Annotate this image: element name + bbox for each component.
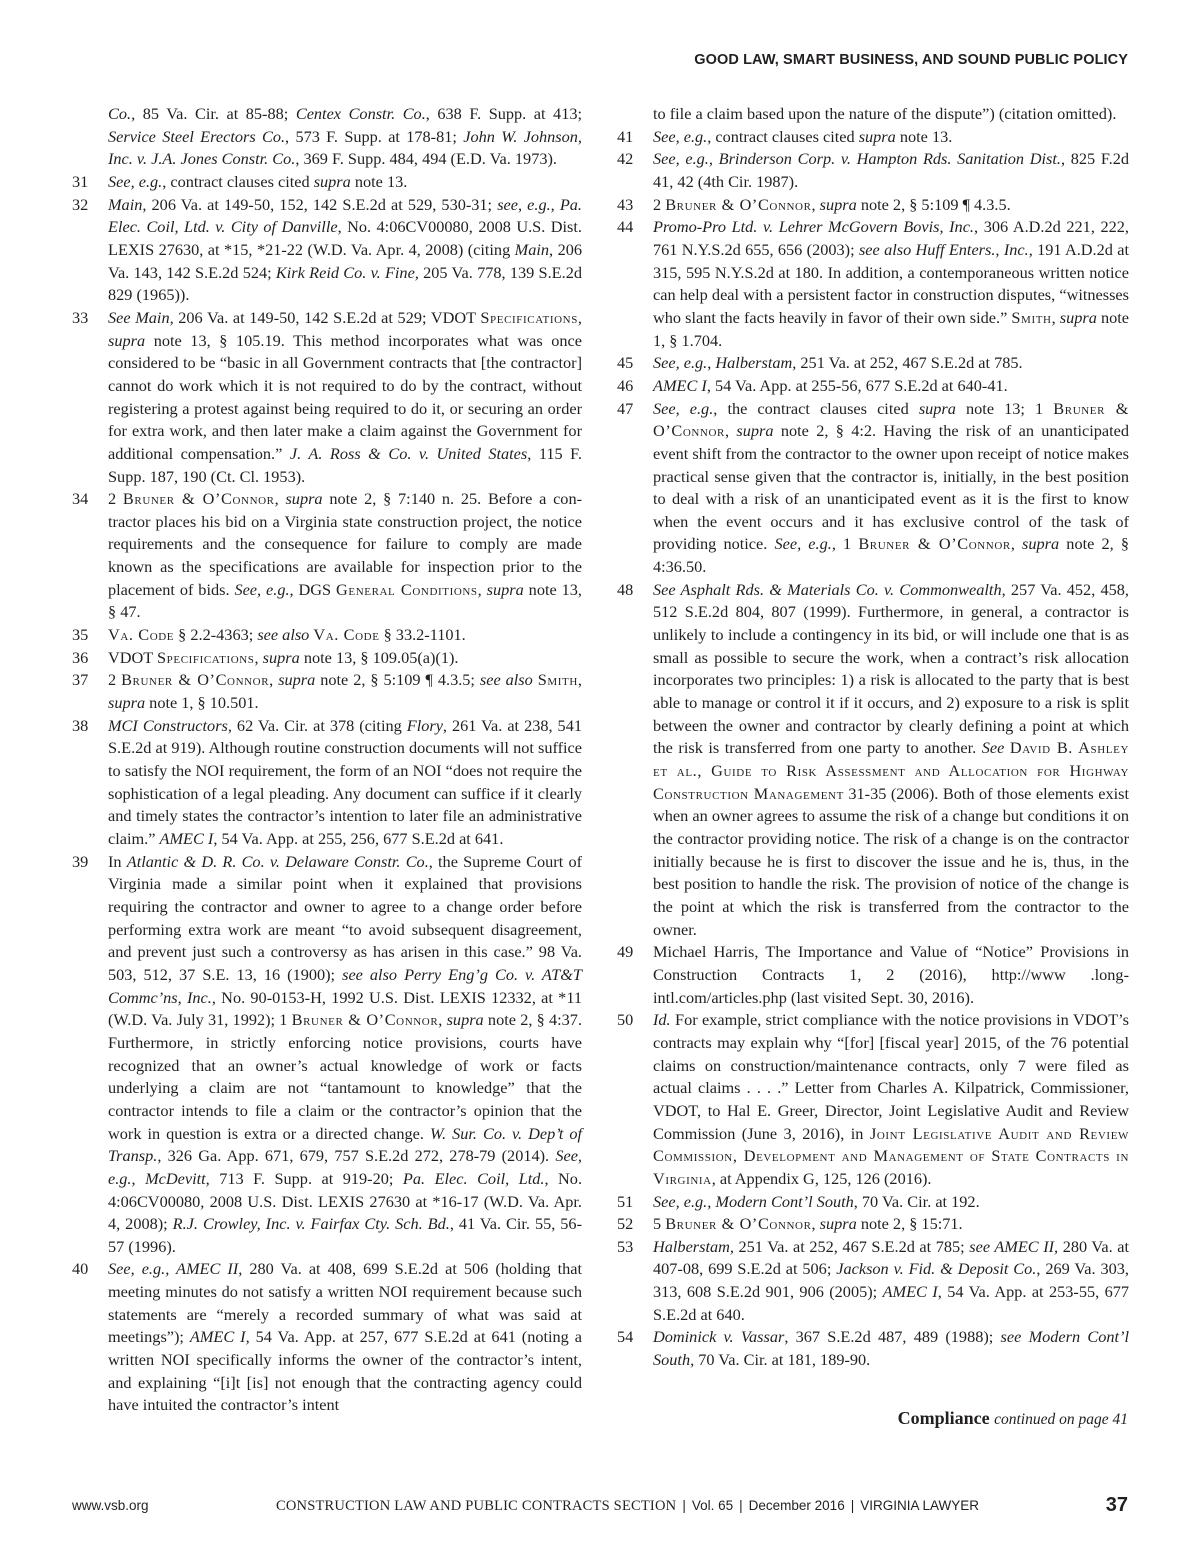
footnote-number: 43 <box>617 194 634 214</box>
footnote-40-continuation <box>617 103 1129 126</box>
footnote-42 <box>617 148 1129 193</box>
footnote-41 <box>617 126 1129 149</box>
footnote-number: 51 <box>617 1191 634 1211</box>
footnote-number: 39 <box>72 851 89 871</box>
footnote-39 <box>72 851 582 1259</box>
footnote-number: 35 <box>72 625 89 645</box>
footnote-number: 33 <box>72 307 89 327</box>
footnote-text: See, e.g., the contract clauses cited supra note 13; 1 Bruner & O’Connor, supra note 2, § 4:2. Having the risk of an unanticipated event shift from the contractor to the owner upon receipt of notice makes practical sense given that the contractor is, initially, in the best position to deal with a risk of an unanticipated event as it is the first to know when the event occurs and it has exclusive control of the task of providing notice. See, e.g., 1 Bruner & O’Connor, supra note 2, § 4:36.50. <box>653 398 1130 577</box>
footer-separator: | <box>739 1498 743 1513</box>
footer-separator: | <box>850 1498 855 1513</box>
footnote-number: 37 <box>72 670 89 690</box>
footnote-number: 42 <box>617 149 634 169</box>
footnote-53 <box>617 1236 1129 1327</box>
footnote-text: Michael Harris, The Importance and Value of “Notice” Provisions in Construction Contracts 1, 2 (2016), http://www .long-intl.com/articles.php (last visited Sept. 30, 2016). <box>653 942 1129 1007</box>
footnote-number: 44 <box>617 217 634 237</box>
footnote-text: In Atlantic & D. R. Co. v. Delaware Constr. Co., the Supreme Court of Virginia made a similar point when it explained that provisions requiring the contractor and owner to agree to a change order before performing extra work are meant “to avoid subsequent disagreement, and prevent just such a controversy as has arisen in this case.” 98 Va. 503, 512, 37 S.E. 13, 16 (1900); see also Perry Eng’g Co. v. AT&T Commc’ns, Inc., No. 90-0153-H, 1992 U.S. Dist. LEXIS 12332, at *11 (W.D. Va. July 31, 1992); 1 Bruner & O’Connor, supra note 2, § 4:37. Furthermore, in strictly enforcing notice provisions, courts have recognized that an owner’s actual knowledge of work or facts underlying a claim are not “tantamount to knowledge” that the contractor intends to file a claim or the contractor’s opinion that the work in question is extra or a directed change. W. Sur. Co. v. Dep’t of Transp., 326 Ga. App. 671, 679, 757 S.E.2d 272, 278-79 (2014). See, e.g., McDevitt, 713 F. Supp. at 919-20; Pa. Elec. Coil, Ltd., No. 4:06CV00080, 2008 U.S. Dist. LEXIS 27630 at *16-17 (W.D. Va. Apr. 4, 2008); R.J. Crowley, Inc. v. Fairfax Cty. Sch. Bd., 41 Va. Cir. 55, 56-57 (1996). <box>108 851 583 1256</box>
footnote-46 <box>617 375 1129 398</box>
footnote-number: 32 <box>72 194 89 214</box>
page-number: 37 <box>1105 1494 1128 1516</box>
footnote-number: 50 <box>617 1010 634 1030</box>
footnote-number: 49 <box>617 942 634 962</box>
footnote-text: Main, 206 Va. at 149-50, 152, 142 S.E.2d at 529, 530-31; see, e.g., Pa. Elec. Coil, Ltd. v. City of Danville, No. 4:06CV00080, 2008 U.S. Dist. LEXIS 27630, at *15, *21-22 (W.D. Va. Apr. 4, 2008) (citing Main, 206 Va. 143, 142 S.E.2d 524; Kirk Reid Co. v. Fine, 205 Va. 778, 139 S.E.2d 829 (1965)). <box>108 194 582 305</box>
footnote-32 <box>72 194 582 307</box>
footnote-number: 38 <box>72 715 89 735</box>
footnote-text: 2 Bruner & O’Connor, supra note 2, § 5:109 ¶ 4.3.5. <box>653 194 1011 214</box>
footnote-text: See, e.g., Brinderson Corp. v. Hampton Rds. Sanitation Dist., 825 F.2d 41, 42 (4th Cir. 1987). <box>653 149 1129 191</box>
footnote-51 <box>617 1191 1129 1214</box>
footnote-text: Halberstam, 251 Va. at 252, 467 S.E.2d at 785; see AMEC II, 280 Va. at 407-08, 699 S.E.2d at 506; Jackson v. Fid. & Deposit Co., 269 Va. 303, 313, 608 S.E.2d 901, 906 (2005); AMEC I, 54 Va. App. at 253-55, 677 S.E.2d at 640. <box>653 1236 1129 1324</box>
footnote-54 <box>617 1326 1129 1371</box>
footnote-50 <box>617 1009 1129 1190</box>
footnote-number: 48 <box>617 579 634 599</box>
footnote-number: 52 <box>617 1214 634 1234</box>
footnote-number: 31 <box>72 171 89 191</box>
footer-publication-line <box>276 1498 979 1515</box>
continued-text: continued on page 41 <box>994 1411 1128 1428</box>
footnote-number: 47 <box>617 398 634 418</box>
continued-note <box>898 1408 1128 1429</box>
footnote-number: 34 <box>72 489 89 509</box>
footnote-text: Co., 85 Va. Cir. at 85-88; Centex Constr. Co., 638 F. Supp. at 413; Service Steel Erectors Co., 573 F. Supp. at 178-81; John W. Johnson, Inc. v. J.A. Jones Constr. Co., 369 F. Supp. 484, 494 (E.D. Va. 1973). <box>108 104 582 169</box>
footer-volume: Vol. 65 <box>691 1498 734 1513</box>
footnote-33 <box>72 307 582 488</box>
footnote-49 <box>617 941 1129 1009</box>
right-column <box>617 103 1129 1372</box>
footnote-text: Dominick v. Vassar, 367 S.E.2d 487, 489 (1988); see Modern Cont’l South, 70 Va. Cir. at 181, 189-90. <box>653 1327 1129 1370</box>
footnote-47 <box>617 398 1129 579</box>
footnote-43 <box>617 194 1129 217</box>
footnote-number: 40 <box>72 1259 89 1279</box>
footnote-text: VDOT Specifications, supra note 13, § 109.05(a)(1). <box>108 647 459 667</box>
continued-word: Compliance <box>897 1408 990 1428</box>
footnote-30-continuation <box>72 103 582 171</box>
footnote-number: 41 <box>617 126 634 146</box>
footnote-text: Promo-Pro Ltd. v. Lehrer McGovern Bovis, Inc., 306 A.D.2d 221, 222, 761 N.Y.S.2d 655, 656 (2003); see also Huff Enters., Inc., 191 A.D.2d at 315, 595 N.Y.S.2d at 180. In addition, a contemporaneous written notice can help deal with a persistent factor in construction disputes, “witnesses who slant the facts heavily in favor of their own side.” Smith, supra note 1, § 1.704. <box>653 217 1130 350</box>
footnote-number: 54 <box>617 1327 634 1347</box>
footnote-37 <box>72 669 582 714</box>
footnote-31 <box>72 171 582 194</box>
footnote-text: See Asphalt Rds. & Materials Co. v. Commonwealth, 257 Va. 452, 458, 512 S.E.2d 804, 807 (1999). Furthermore, in general, a contractor is unlikely to include a contingency in its bid, or will include one that is as small as possible to secure the work, when a contract’s risk allocation incorporates two principles: 1) a risk is allocated to the party that is best able to manage or control it if it occurs, and 2) exposure to a risk is split between the owner and contractor by clearly defining a point at which the risk is transferred from one party to another. See David B. Ashley et al., Guide to Risk Assessment and Allocation for Highway Construction Management 31-35 (2006). Both of those elements exist when an owner agrees to assume the risk of a change but conditions it on the contractor providing notice. The risk of a change is on the contractor initially because he is first to discover the issue and he is, thus, in the best position to handle the risk. The provision of notice of the change is the point at which the risk is transferred from the contractor to the owner. <box>653 579 1129 939</box>
footnote-number: 46 <box>617 375 634 395</box>
footnote-number: 36 <box>72 647 89 667</box>
footnote-text: 5 Bruner & O’Connor, supra note 2, § 15:71. <box>653 1214 963 1234</box>
footnote-text: 2 Bruner & O’Connor, supra note 2, § 7:140 n. 25. Before a contractor places his bid on a Virginia state construction project, the notice requirements and the consequence for failure to comply are made known as the specifications are available for inspection prior to the placement of bids. See, e.g., DGS General Conditions, supra note 13, § 47. <box>108 489 583 622</box>
footnote-52 <box>617 1213 1129 1236</box>
page-footer <box>72 1496 1128 1520</box>
left-column <box>72 103 582 1417</box>
footer-separator: | <box>682 1498 686 1513</box>
footnote-34 <box>72 488 582 624</box>
footnote-text: See, e.g., contract clauses cited supra note 13. <box>108 171 408 191</box>
website-link[interactable]: www.vsb.org <box>72 1498 149 1513</box>
footnote-text: See, e.g., AMEC II, 280 Va. at 408, 699 S.E.2d at 506 (holding that meeting minutes do not satisfy a written NOI requirement because such statements are “merely a recorded summary of what was said at meetings”); AMEC I, 54 Va. App. at 257, 677 S.E.2d at 641 (noting a written NOI specifically informs the owner of the contractor’s intent, and explaining “[i]t [is] not enough that the contracting agency could have intuited the contractor’s intent <box>108 1259 582 1415</box>
footnote-number: 53 <box>617 1236 634 1256</box>
footnote-text: Id. For example, strict compliance with the notice provisions in VDOT’s contracts may explain why “[for] [fiscal year] 2015, of the 76 potential claims on construction/maintenance contracts, only 7 were filed as actual claims . . . .” Letter from Charles A. Kilpatrick, Commissioner, VDOT, to Hal E. Greer, Director, Joint Legislative Audit and Review Commission (June 3, 2016), in Joint Legislative Audit and Review Commission, Development and Management of State Contracts in Virginia, at Appendix G, 125, 126 (2016). <box>653 1010 1129 1188</box>
footnote-text: to file a claim based upon the nature of the dispute”) (citation omitted). <box>653 104 1117 123</box>
footnote-text: MCI Constructors, 62 Va. Cir. at 378 (citing Flory, 261 Va. at 238, 541 S.E.2d at 919). Although routine construction documents will not suffice to satisfy the NOI requirement, the form of an NOI “does not require the sophistication of a legal pleading. Any document can suffice if it clearly and timely states the contractor’s intention to later file an administrative claim.” AMEC I, 54 Va. App. at 255, 256, 677 S.E.2d at 641. <box>108 715 582 848</box>
footnote-text: See Main, 206 Va. at 149-50, 142 S.E.2d at 529; VDOT Specifications, supra note 13, § 105.19. This method incorporates what was once considered to be “basic in all Government contracts that [the contractor] cannot do work which it is not required to do by the contract, without registering a protest against being required to do it, or securing an order for extra work, and then later make a claim against the Government for additional compensation.” J. A. Ross & Co. v. United States, 115 F. Supp. 187, 190 (Ct. Cl. 1953). <box>108 307 582 486</box>
footnote-text: See, e.g., Modern Cont’l South, 70 Va. Cir. at 192. <box>653 1191 980 1211</box>
footnote-40 <box>72 1258 582 1417</box>
footer-section: CONSTRUCTION LAW AND PUBLIC CONTRACTS SECTION <box>276 1498 677 1514</box>
footer-magazine: VIRGINIA LAWYER <box>860 1498 979 1513</box>
footnote-48 <box>617 579 1129 942</box>
footnote-35 <box>72 624 582 647</box>
footnote-text: See, e.g., Halberstam, 251 Va. at 252, 467 S.E.2d at 785. <box>653 353 1023 373</box>
footnote-44 <box>617 216 1129 352</box>
footnote-text: Va. Code § 2.2-4363; see also Va. Code § 33.2-1101. <box>108 625 466 645</box>
footnote-number: 45 <box>617 353 634 373</box>
footnote-text: See, e.g., contract clauses cited supra note 13. <box>653 126 953 146</box>
footnote-45 <box>617 352 1129 375</box>
footnote-text: 2 Bruner & O’Connor, supra note 2, § 5:109 ¶ 4.3.5; see also Smith, supra note 1, § 10.501. <box>108 670 582 713</box>
running-header: GOOD LAW, SMART BUSINESS, AND SOUND PUBLIC POLICY <box>694 52 1128 68</box>
footer-date: December 2016 <box>748 1498 845 1513</box>
footnote-38 <box>72 715 582 851</box>
footnote-36 <box>72 647 582 670</box>
footnote-text: AMEC I, 54 Va. App. at 255-56, 677 S.E.2d at 640-41. <box>653 375 1008 395</box>
